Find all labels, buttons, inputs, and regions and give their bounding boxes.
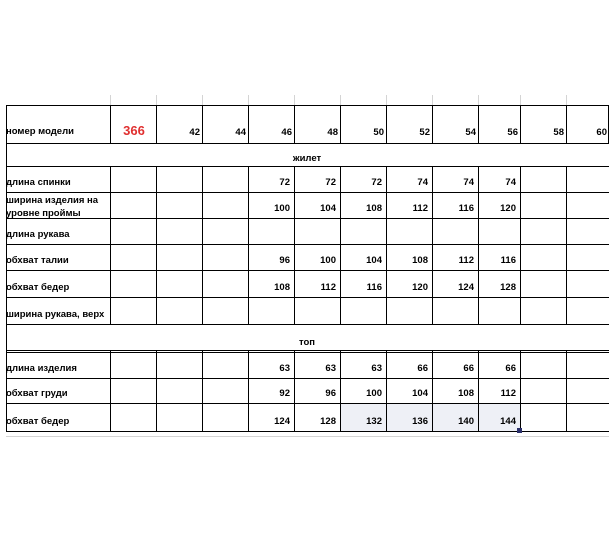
row-border [6,244,609,245]
row-label: обхват бедер [6,416,70,427]
row-border [6,378,609,379]
value-cell[interactable]: 112 [500,388,516,399]
col-border [294,166,295,324]
gridline [478,95,479,105]
size-cell[interactable]: 52 [419,127,430,138]
col-border [386,166,387,324]
row-label: длина рукава [6,229,70,240]
col-border [520,166,521,324]
value-cell[interactable]: 63 [371,363,382,374]
col-border [566,350,567,431]
value-cell[interactable]: 112 [412,203,428,214]
col-border [110,350,111,431]
gridline [202,95,203,105]
value-cell[interactable]: 128 [500,282,516,293]
col-border [156,166,157,324]
gridline [156,95,157,105]
value-cell[interactable]: 100 [320,255,336,266]
value-cell[interactable]: 108 [274,282,290,293]
size-cell[interactable]: 44 [235,127,246,138]
value-cell[interactable]: 72 [325,177,336,188]
row-label: ширина рукава, верх [6,309,105,320]
value-cell[interactable]: 92 [279,388,290,399]
row-border [6,166,609,167]
gridline [248,95,249,105]
col-border [156,350,157,431]
row-label: обхват бедер [6,282,70,293]
value-cell[interactable]: 100 [366,388,382,399]
value-cell[interactable]: 124 [458,282,474,293]
section-title-vest: жилет [292,153,322,164]
gridline [294,95,295,105]
fill-handle[interactable] [517,428,522,433]
col-border [110,105,111,143]
col-border [248,166,249,324]
row-label: уровне проймы [6,208,81,219]
row-border [6,403,609,404]
value-cell[interactable]: 132 [366,416,382,427]
value-cell[interactable]: 108 [366,203,382,214]
row-border [6,350,609,351]
value-cell[interactable]: 96 [325,388,336,399]
row-border [6,324,609,325]
row-label: обхват груди [6,388,68,399]
value-cell[interactable]: 140 [458,416,474,427]
row-border [6,352,609,353]
value-cell[interactable]: 96 [279,255,290,266]
row-border [6,218,609,219]
value-cell[interactable]: 120 [412,282,428,293]
col-border [478,166,479,324]
value-cell[interactable]: 66 [463,363,474,374]
value-cell[interactable]: 116 [458,203,474,214]
size-cell[interactable]: 48 [327,127,338,138]
size-cell[interactable]: 54 [465,127,476,138]
size-cell[interactable]: 58 [553,127,564,138]
row-border [6,143,609,144]
value-cell[interactable]: 74 [463,177,474,188]
value-cell[interactable]: 66 [417,363,428,374]
value-cell[interactable]: 104 [412,388,428,399]
col-border [432,166,433,324]
col-border [202,350,203,431]
value-cell[interactable]: 63 [325,363,336,374]
value-cell[interactable]: 124 [274,416,290,427]
value-cell[interactable]: 136 [412,416,428,427]
col-border [340,166,341,324]
value-cell[interactable]: 74 [417,177,428,188]
size-cell[interactable]: 60 [596,127,607,138]
col-border [110,166,111,324]
gridline [432,95,433,105]
value-cell[interactable]: 108 [412,255,428,266]
value-cell[interactable]: 116 [366,282,382,293]
value-cell[interactable]: 63 [279,363,290,374]
size-cell[interactable]: 50 [373,127,384,138]
row-border [6,297,609,298]
row-label: обхват талии [6,255,69,266]
gridline [6,436,609,437]
value-cell[interactable]: 104 [320,203,336,214]
col-border [6,105,7,431]
value-cell[interactable]: 72 [279,177,290,188]
size-cell[interactable]: 56 [507,127,518,138]
row-label: длина спинки [6,177,71,188]
value-cell[interactable]: 100 [274,203,290,214]
value-cell[interactable]: 112 [320,282,336,293]
value-cell[interactable]: 112 [458,255,474,266]
gridline [386,95,387,105]
gridline [566,95,567,105]
col-border [520,350,521,431]
value-cell[interactable]: 72 [371,177,382,188]
row-label: длина изделия [6,363,77,374]
value-cell[interactable]: 74 [505,177,516,188]
gridline [110,95,111,105]
row-border [6,105,609,106]
size-cell[interactable]: 46 [281,127,292,138]
value-cell[interactable]: 144 [500,416,516,427]
value-cell[interactable]: 120 [500,203,516,214]
col-border [566,166,567,324]
value-cell[interactable]: 104 [366,255,382,266]
gridline [340,95,341,105]
value-cell[interactable]: 66 [505,363,516,374]
model-number[interactable]: 366 [123,123,145,138]
size-cell[interactable]: 42 [189,127,200,138]
value-cell[interactable]: 116 [500,255,516,266]
gridline [520,95,521,105]
section-title-top: топ [298,337,316,348]
row-border [6,192,609,193]
header-label: номер модели [6,126,74,137]
value-cell[interactable]: 128 [320,416,336,427]
row-border [6,270,609,271]
value-cell[interactable]: 108 [458,388,474,399]
col-border [202,166,203,324]
row-label: ширина изделия на [6,195,99,206]
